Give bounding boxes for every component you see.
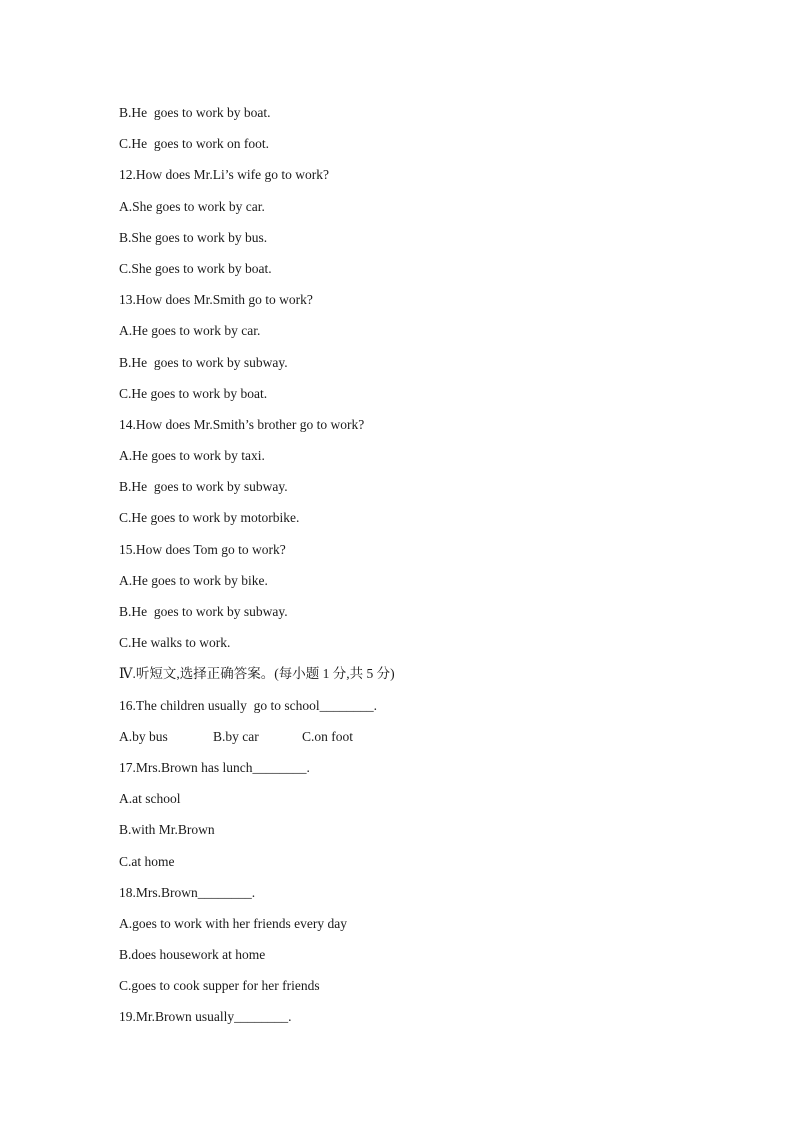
option-18-c: C.goes to cook supper for her friends	[119, 978, 320, 994]
option-12-a: A.She goes to work by car.	[119, 198, 265, 214]
question-19: 19.Mr.Brown usually________.	[119, 1009, 292, 1025]
option-16-c: C.on foot	[302, 728, 354, 744]
question-15: 15.How does Tom go to work?	[119, 541, 286, 557]
question-13: 13.How does Mr.Smith go to work?	[119, 292, 313, 308]
option-12-c: C.She goes to work by boat.	[119, 260, 272, 276]
section-4-heading: Ⅳ.听短文,选择正确答案。(每小题 1 分,共 5 分)	[119, 666, 395, 682]
option-18-a: A.goes to work with her friends every day	[119, 915, 347, 931]
option-13-b: B.He goes to work by subway.	[119, 354, 288, 370]
option-17-c: C.at home	[119, 853, 175, 869]
option-12-b: B.She goes to work by bus.	[119, 229, 268, 245]
option-16-a: A.by bus	[119, 728, 168, 744]
option-11-c: C.He goes to work on foot.	[119, 136, 269, 152]
option-16-b: B.by car	[213, 728, 259, 744]
question-17: 17.Mrs.Brown has lunch________.	[119, 759, 310, 775]
question-18: 18.Mrs.Brown________.	[119, 884, 256, 900]
option-17-b: B.with Mr.Brown	[119, 822, 215, 838]
option-15-c: C.He walks to work.	[119, 635, 231, 651]
option-14-b: B.He goes to work by subway.	[119, 479, 288, 495]
question-14: 14.How does Mr.Smith’s brother go to work?	[119, 416, 365, 432]
option-15-b: B.He goes to work by subway.	[119, 604, 288, 619]
question-12: 12.How does Mr.Li’s wife go to work?	[119, 167, 329, 183]
option-14-c: C.He goes to work by motorbike.	[119, 510, 300, 526]
option-13-a: A.He goes to work by car.	[119, 323, 261, 339]
option-17-a: A.at school	[119, 791, 181, 807]
option-14-a: A.He goes to work by taxi.	[119, 448, 265, 464]
question-16-options	[119, 726, 739, 757]
question-list	[119, 102, 739, 1038]
option-15-a: A.He goes to work by bike.	[119, 572, 268, 588]
option-18-b: B.does housework at home	[119, 947, 266, 963]
question-16: 16.The children usually go to school________.	[119, 697, 377, 713]
option-13-c: C.He goes to work by boat.	[119, 385, 268, 401]
option-11-b: B.He goes to work by boat.	[119, 105, 271, 120]
